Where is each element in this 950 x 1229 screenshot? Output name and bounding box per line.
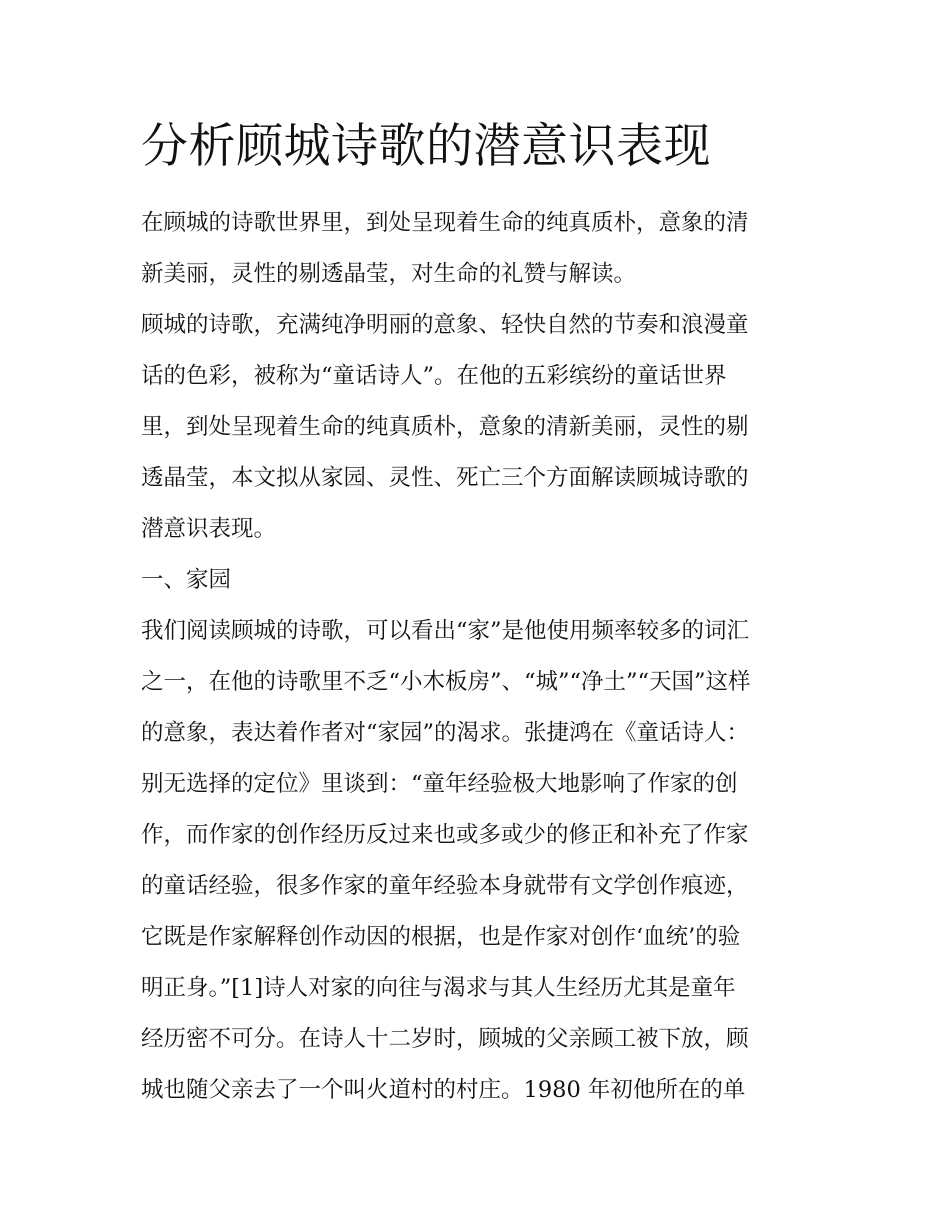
- body-line: 明正身。”[1]诗人对家的向往与渴求与其人生经历尤其是童年: [141, 975, 736, 1001]
- body-line: 我们阅读顾城的诗歌，可以看出“家”是他使用频率较多的词汇: [141, 618, 750, 644]
- body-line: 透晶莹，本文拟从家园、灵性、死亡三个方面解读顾城诗歌的: [141, 465, 749, 491]
- body-line: 话的色彩，被称为“童话诗人”。在他的五彩缤纷的童话世界: [141, 363, 727, 389]
- body-line: 城也随父亲去了一个叫火道村的村庄。1980 年初他所在的单: [141, 1077, 746, 1103]
- body-line: 的意象，表达着作者对“家园”的渴求。张捷鸿在《童话诗人：: [141, 720, 750, 746]
- body-line: 别无选择的定位》里谈到：“童年经验极大地影响了作家的创: [141, 771, 738, 797]
- body-line: 之一，在他的诗歌里不乏“小木板房”、“城”“净土”“天国”这样: [141, 669, 751, 695]
- body-line: 经历密不可分。在诗人十二岁时，顾城的父亲顾工被下放，顾: [141, 1026, 749, 1052]
- section-heading: 一、家园: [141, 567, 232, 593]
- document-title: 分析顾城诗歌的潜意识表现: [141, 119, 711, 174]
- body-line: 顾城的诗歌，充满纯净明丽的意象、轻快自然的节奏和浪漫童: [141, 312, 749, 338]
- body-line: 潜意识表现。: [141, 516, 277, 542]
- body-line: 的童话经验，很多作家的童年经验本身就带有文学创作痕迹，: [141, 873, 749, 899]
- body-line: 它既是作家解释创作动因的根据，也是作家对创作‘血统’的验: [141, 924, 741, 950]
- document-body: [141, 198, 821, 1116]
- body-line: 在顾城的诗歌世界里，到处呈现着生命的纯真质朴，意象的清: [141, 210, 749, 236]
- body-line: 里，到处呈现着生命的纯真质朴，意象的清新美丽，灵性的剔: [141, 414, 749, 440]
- body-line: 作，而作家的创作经历反过来也或多或少的修正和补充了作家: [141, 822, 749, 848]
- body-line: 新美丽，灵性的剔透晶莹，对生命的礼赞与解读。: [141, 261, 637, 287]
